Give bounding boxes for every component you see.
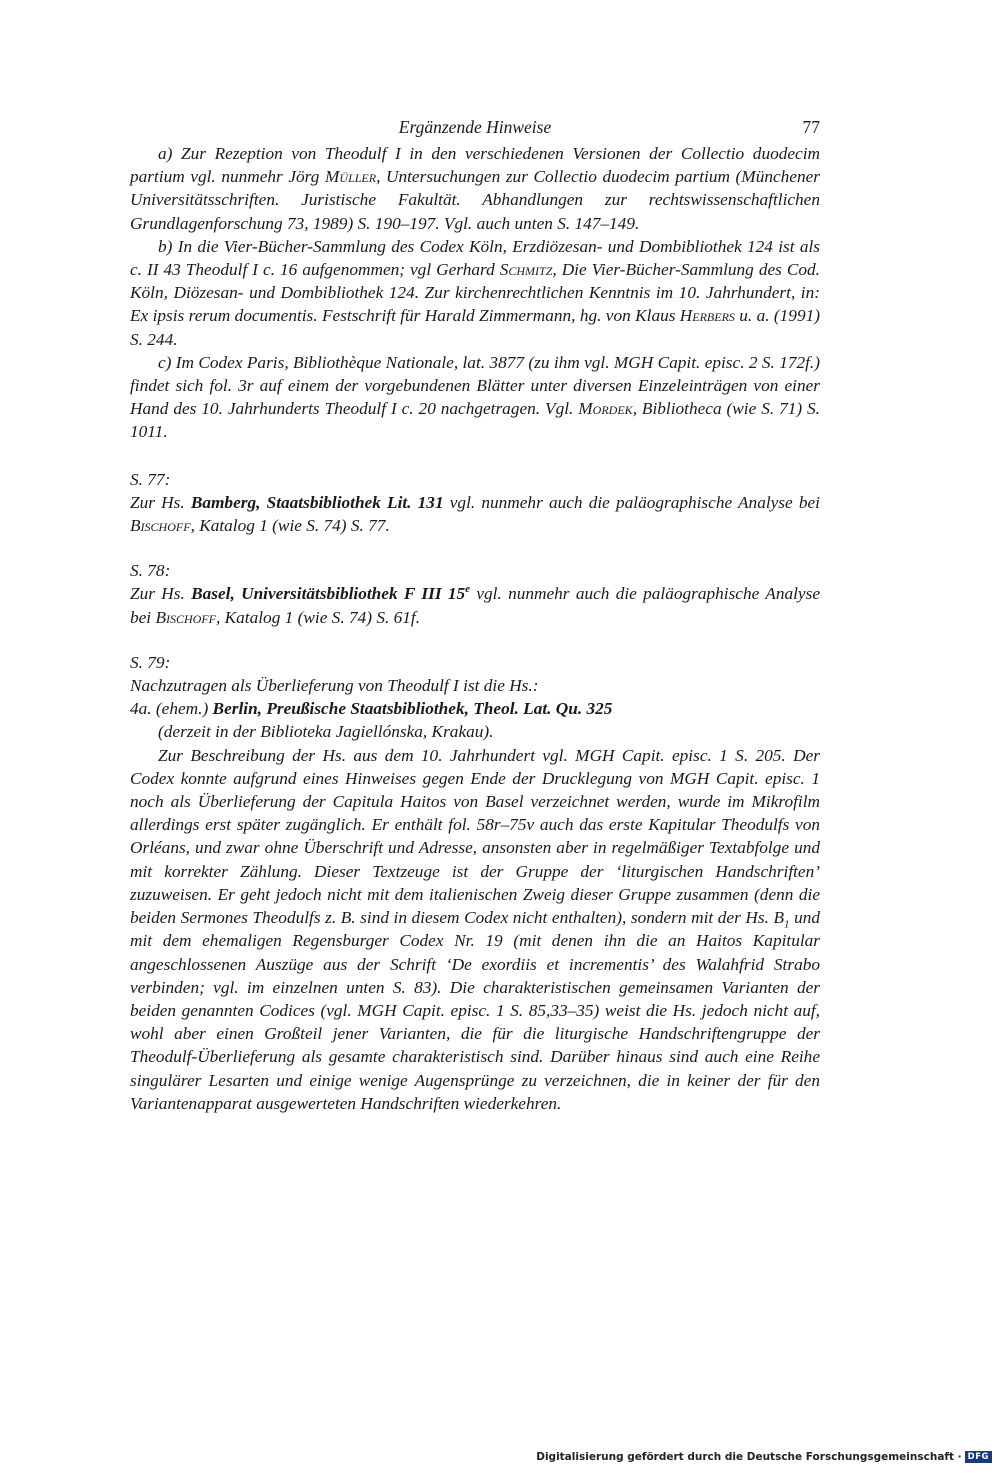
paragraph-a bbox=[130, 142, 820, 235]
paragraph-c bbox=[130, 351, 820, 444]
note-s78-text-2: vgl. nunmehr auch die paläographische Analyse bei bbox=[130, 584, 820, 627]
paragraph-c-text-1: c) Im Codex Paris, Bibliothèque Nationale, lat. 3877 (zu ihm vgl. MGH Capit. episc. 2 S. 172f.) findet sich fol. 3r auf einem der vorgebundenen Blätter unter diversen Einzeleinträgen von einer Hand des 10. Jahrhunderts Theodulf I c. 20 nachgetragen. Vgl. bbox=[130, 352, 820, 419]
entry-number: 4a. (ehem.) bbox=[130, 699, 213, 719]
note-s79-text-1: Zur Beschreibung der Hs. aus dem 10. Jahrhundert vgl. MGH Capit. episc. 1 S. 205. Der Codex konnte aufgrund eines Hinweises gegen Ende der Drucklegung von MGH Capit. episc. 1 noch als Überlieferung der Capitula Haitos von Basel verzeichnet werden, wurde im Mikrofilm allerdings erst später zugänglich. Er enthält fol. 58r–75v auch das erste Kapitular Theodulfs von Orléans, und zwar ohne Überschrift und Adresse, ansonsten aber in regelmäßiger Textabfolge und mit korrekter Zählung. Dieser Textzeuge ist der Gruppe der ‘liturgischen Handschriften’ zuzuweisen. Er geht jedoch nicht mit dem italienischen Zweig dieser Gruppe zusammen (denn die beiden Sermones Theodulfs z. B. sind in diesem Codex nicht enthalten), sondern mit der Hs. B bbox=[130, 745, 820, 928]
manuscript-entry bbox=[130, 697, 820, 720]
author-name: Bischoff bbox=[155, 607, 216, 627]
paragraph-a-text-2: , Untersuchungen zur Collectio duodecim partium (Münchener Universitätsschriften. Juristische Fakultät. Abhandlungen zur rechtswissenschaftlichen Grundlagenforschung 73, 1989) S. 190–197. Vgl. auch unten S. 147–149. bbox=[130, 167, 821, 233]
dfg-logo: DFG bbox=[965, 1451, 992, 1463]
page-number: 77 bbox=[802, 117, 820, 137]
note-s77 bbox=[130, 491, 820, 537]
author-name: Mordek bbox=[578, 399, 633, 419]
paragraph-a-text-1: a) Zur Rezeption von Theodulf I in den verschiedenen Versionen der Collectio duodecim partium vgl. nunmehr Jörg bbox=[130, 144, 820, 187]
paragraph-b-text-3: u. a. (1991) S. 244. bbox=[130, 306, 820, 349]
manuscript-reference-text: Basel, Universitätsbibliothek F III 15 bbox=[191, 584, 466, 604]
running-title: Ergänzende Hinweise bbox=[398, 117, 552, 137]
author-name: Herbers bbox=[679, 306, 735, 326]
note-s78-text-1: Zur Hs. bbox=[130, 584, 192, 604]
note-s77-text-1: Zur Hs. bbox=[130, 492, 191, 512]
section-label-s79: S. 79: bbox=[130, 652, 171, 672]
paragraph-c-text-2: , Bibliotheca (wie S. 71) S. 1011. bbox=[130, 399, 821, 442]
paragraph-b bbox=[130, 235, 820, 351]
author-name: Schmitz bbox=[499, 260, 553, 280]
subscript: 1 bbox=[784, 918, 790, 931]
footer-text: Digitalisierung gefördert durch die Deutsche Forschungsgemeinschaft · bbox=[536, 1451, 962, 1463]
section-label-s78: S. 78: bbox=[130, 561, 171, 581]
note-s79-body bbox=[130, 744, 820, 1115]
author-name: Müller bbox=[325, 167, 377, 187]
note-s77-text-2: vgl. nunmehr auch die paläographische Analyse bei bbox=[443, 492, 820, 512]
manuscript-location-note: (derzeit in der Biblioteka Jagiellónska, Krakau). bbox=[158, 722, 494, 742]
note-s78-text-3: , Katalog 1 (wie S. 74) S. 61f. bbox=[216, 607, 421, 627]
paragraph-b-text-2: , Die Vier-Bücher-Sammlung des Cod. Köln, Diözesan- und Dombibliothek 124. Zur kirchenrechtlichen Kenntnis im 10. Jahrhundert, in: Ex ipsis rerum documentis. Festschrift für Harald Zimmermann, hg. von Klaus bbox=[130, 260, 820, 326]
paragraph-b-text-1: b) In die Vier-Bücher-Sammlung des Codex Köln, Erzdiözesan- und Dombibliothek 124 ist als c. II 43 Theodulf I c. 16 aufgenommen; vgl Gerhard bbox=[130, 236, 820, 280]
note-s79-text-2: und mit dem ehemaligen Regensburger Codex Nr. 19 (mit denen ihn die an Haitos Kapitular angeschlossenen Auszüge aus der Schrift ‘De exordiis et incrementis’ des Walahfrid Strabo verbinden; vgl. im einzelnen unten S. 83). Die charakteristischen gemeinsamen Varianten der beiden genannten Codices (vgl. MGH Capit. episc. 1 S. 85,33–35) weist die Hs. jedoch nicht auf, wohl aber einen Großteil jener Varianten, die für die liturgische Handschriftengruppe der Theodulf-Überlieferung als gesamte charakteristisch sind. Darüber hinaus sind auch eine Reihe singulärer Lesarten und einige wenige Augensprünge zu verzeichnen, die in keiner der für den Variantenapparat ausgewerteten Handschriften wiederkehren. bbox=[130, 908, 821, 1113]
manuscript-reference: Berlin, Preußische Staatsbibliothek, Theol. Lat. Qu. 325 bbox=[212, 699, 613, 719]
manuscript-reference: Bamberg, Staatsbibliothek Lit. 131 bbox=[190, 492, 444, 512]
superscript: e bbox=[465, 583, 471, 596]
section-label-s77: S. 77: bbox=[130, 469, 171, 489]
manuscript-reference bbox=[191, 584, 470, 603]
digitization-footer bbox=[536, 1451, 992, 1463]
note-s79-intro: Nachzutragen als Überlieferung von Theodulf I ist die Hs.: bbox=[130, 676, 539, 696]
note-s78 bbox=[130, 582, 820, 628]
note-s77-text-3: , Katalog 1 (wie S. 74) S. 77. bbox=[190, 516, 390, 536]
page-body bbox=[130, 112, 820, 1115]
author-name: Bischoff bbox=[130, 516, 191, 536]
running-header bbox=[130, 112, 820, 142]
